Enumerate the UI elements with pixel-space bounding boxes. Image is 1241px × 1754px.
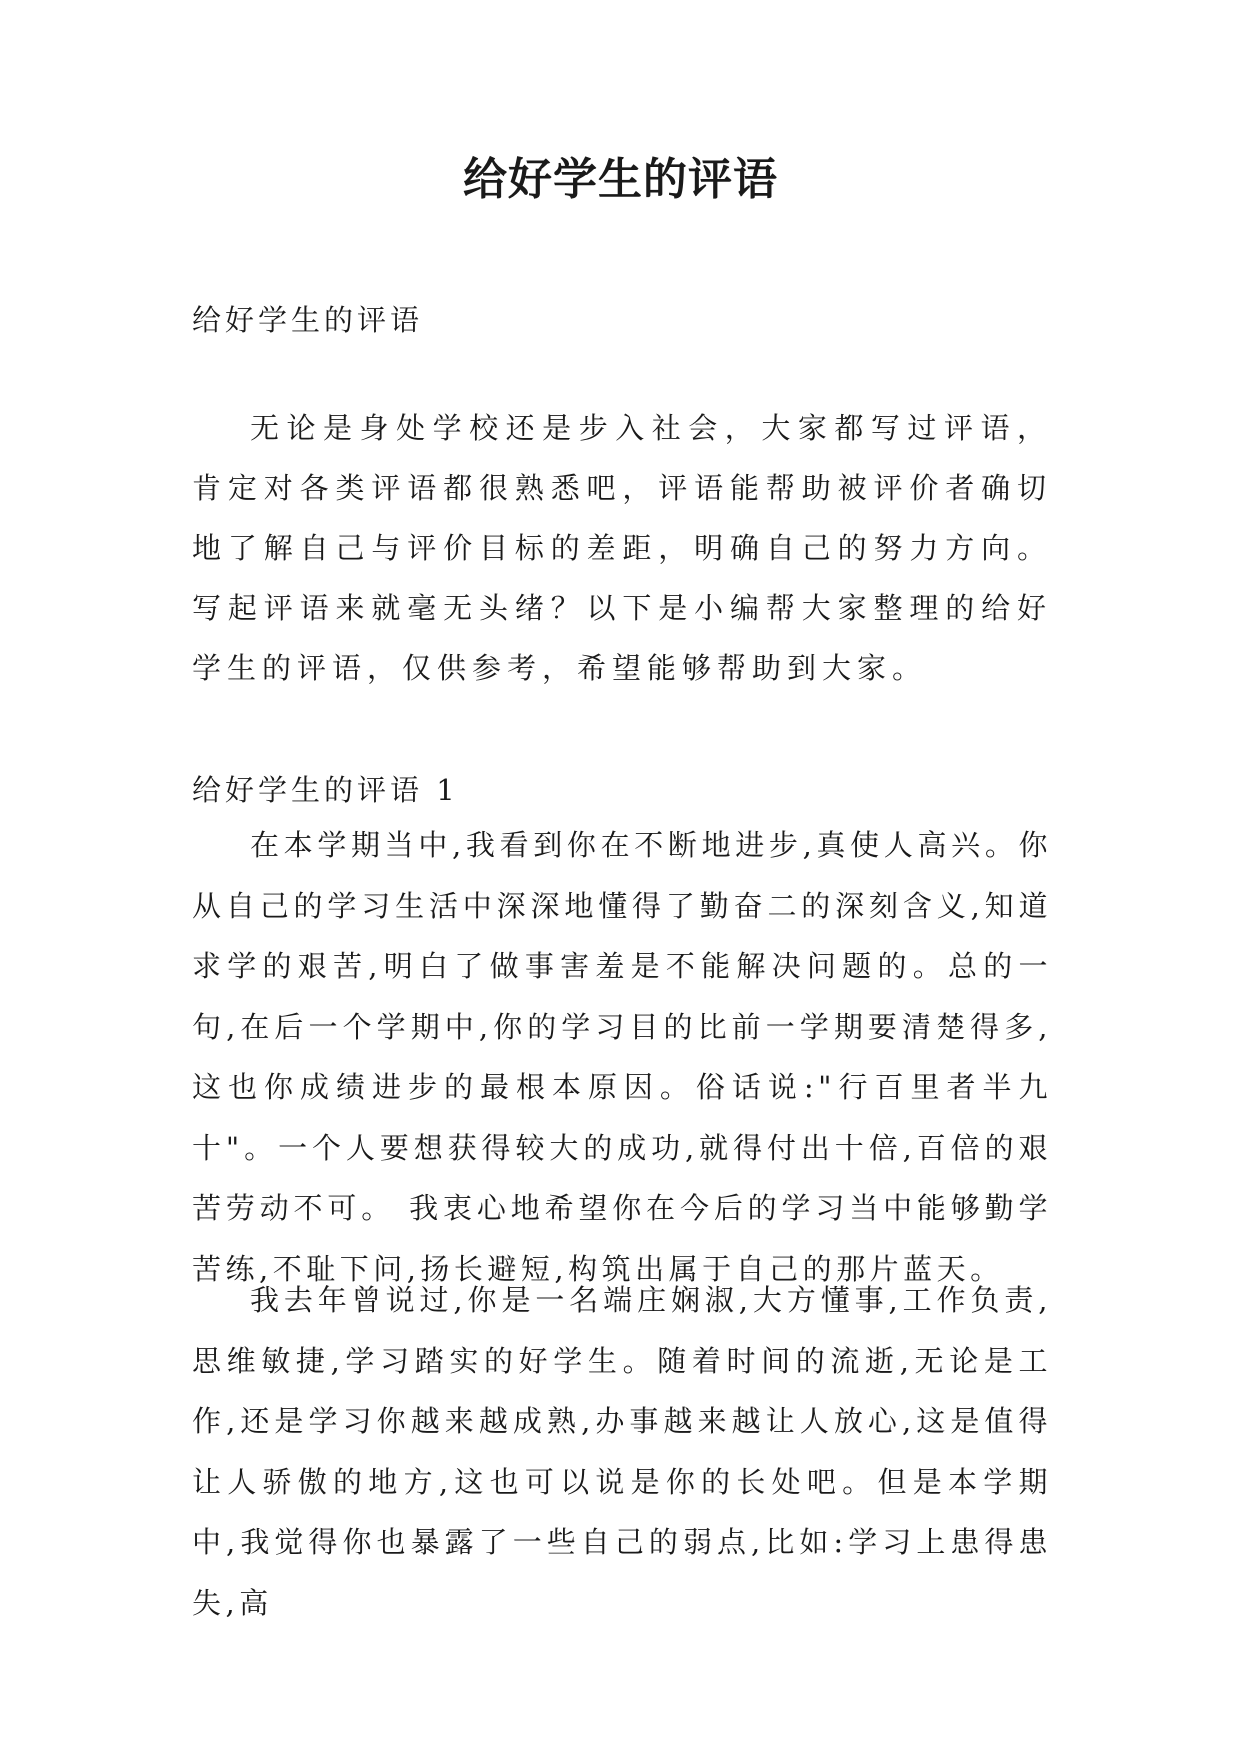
comment-paragraph: 在本学期当中,我看到你在不断地进步,真使人高兴。你从自己的学习生活中深深地懂得了勤奋二的深刻含义,知道求学的艰苦,明白了做事害羞是不能解决问题的。总的一句,在后一个学期中,你的学习目的比前一学期要清楚得多,这也你成绩进步的最根本原因。俗话说:"行百里者半九十"。一个人要想获得较大的成功,就得付出十倍,百倍的艰苦劳动不可。 我衷心地希望你在今后的学习当中能够勤学苦练,不耻下问,扬长避短,构筑出属于自己的那片蓝天。 bbox=[192, 828, 1052, 1286]
comment-paragraph: 我去年曾说过,你是一名端庄娴淑,大方懂事,工作负责,思维敏捷,学习踏实的好学生。随着时间的流逝,无论是工作,还是学习你越来越成熟,办事越来越让人放心,这是值得让人骄傲的地方,这也可以说是你的长处吧。但是本学期中,我觉得你也暴露了一些自己的弱点,比如:学习上患得患失,高 bbox=[192, 1283, 1052, 1620]
intro-paragraph: 无论是身处学校还是步入社会，大家都写过评语，肯定对各类评语都很熟悉吧，评语能帮助被评价者确切地了解自己与评价目标的差距，明确自己的努力方向。写起评语来就毫无头绪？以下是小编帮大家整理的给好学生的评语，仅供参考，希望能够帮助到大家。 bbox=[192, 411, 1052, 685]
page-title: 给好学生的评语 bbox=[463, 154, 778, 205]
document-subtitle: 给好学生的评语 bbox=[192, 303, 424, 337]
section-heading: 给好学生的评语 1 bbox=[192, 773, 459, 807]
